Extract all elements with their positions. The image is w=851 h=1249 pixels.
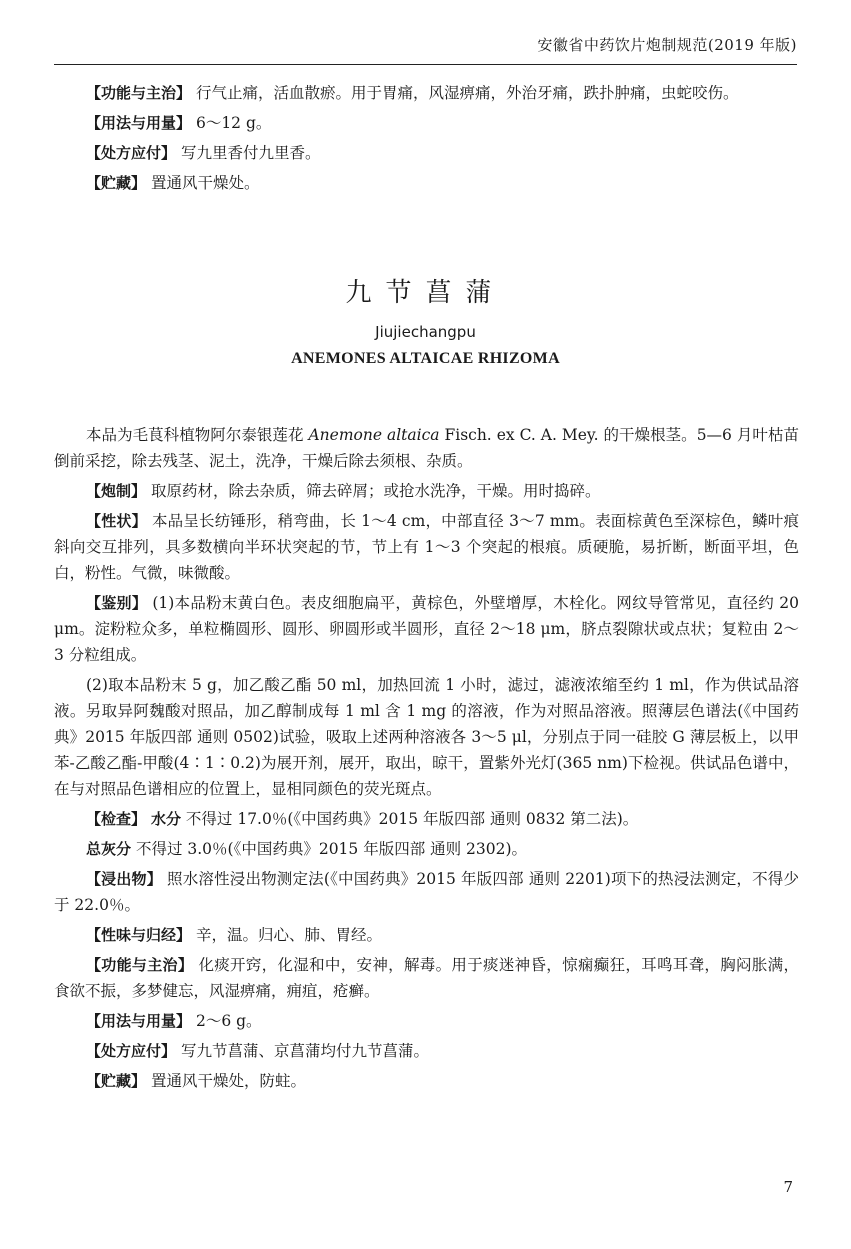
- previous-entry-tail: [54, 80, 799, 200]
- dispensing-section: [54, 1038, 799, 1064]
- section-key: 【用法与用量】: [86, 1012, 192, 1030]
- section-text: 本品呈长纺锤形，稍弯曲，长 1～4 cm，中部直径 3～7 mm。表面棕黄色至深棕色，鳞叶痕斜向交互排列，具多数横向半环状突起的节，节上有 1～3 个突起的根痕。质硬脆，易折断，断面平坦，色白，粉性。气微，味微酸。: [54, 512, 799, 582]
- dosage-section: [54, 110, 799, 136]
- nature-section: [54, 922, 799, 948]
- monograph-pinyin: Jiujiechangpu: [375, 323, 476, 341]
- identification-tlc-paragraph: [54, 672, 799, 802]
- section-text: 照水溶性浸出物测定法(《中国药典》2015 年版四部 通则 2201)项下的热浸法测定，不得少于 22.0％。: [54, 870, 799, 914]
- section-key: 【性状】: [86, 512, 147, 530]
- section-key: 【用法与用量】: [86, 114, 192, 132]
- section-key: 【处方应付】: [86, 144, 177, 162]
- section-key: 【鉴别】: [86, 594, 148, 612]
- function-section: [54, 952, 799, 1004]
- identification-section: [54, 590, 799, 668]
- section-key: 【炮制】: [86, 482, 147, 500]
- moisture-text: 不得过 17.0％(《中国药典》2015 年版四部 通则 0832 第二法)。: [185, 810, 639, 828]
- source-suffix: Fisch. ex C. A. Mey. 的干燥根茎。5—6 月叶枯苗倒前采挖，除去残茎、泥土，洗净，干燥后除去须根、杂质。: [54, 426, 799, 470]
- ash-key: 总灰分: [86, 840, 132, 858]
- moisture-key: 水分: [150, 810, 181, 828]
- ash-text: 不得过 3.0％(《中国药典》2015 年版四部 通则 2302)。: [135, 840, 528, 858]
- description-section: [54, 508, 799, 586]
- monograph-body: [54, 422, 799, 1098]
- species-name: Anemone altaica: [308, 426, 440, 444]
- section-text: (1)本品粉末黄白色。表皮细胞扁平，黄棕色，外壁增厚，木栓化。网纹导管常见，直径约 20 μm。淀粉粒众多，单粒椭圆形、圆形、卵圆形或半圆形，直径 2～18 μm，脐点裂隙状或点状；复粒由 2～3 分粒组成。: [54, 594, 799, 664]
- dispensing-section: [54, 140, 799, 166]
- section-text: 行气止痛，活血散瘀。用于胃痛，风湿痹痛，外治牙痛，跌扑肿痛，虫蛇咬伤。: [195, 84, 739, 102]
- processing-section: [54, 478, 799, 504]
- page-number: 7: [783, 1178, 793, 1196]
- section-text: 写九节菖蒲、京菖蒲均付九节菖蒲。: [180, 1042, 429, 1060]
- section-text: 6～12 g。: [195, 114, 272, 132]
- inspection-section: [54, 806, 799, 832]
- extract-section: [54, 866, 799, 918]
- ash-subsection: [54, 836, 799, 862]
- section-key: 【贮藏】: [86, 1072, 147, 1090]
- page-header: [54, 30, 797, 65]
- monograph-title: 九节菖蒲: [345, 278, 506, 308]
- header-title: 安徽省中药饮片炮制规范(2019 年版): [537, 36, 797, 54]
- section-text: 2～6 g。: [195, 1012, 262, 1030]
- section-text: 辛，温。归心、肺、胃经。: [195, 926, 382, 944]
- section-key: 【功能与主治】: [86, 956, 194, 974]
- storage-section: [54, 170, 799, 196]
- section-key: 【检查】: [86, 810, 147, 828]
- source-prefix: 本品为毛茛科植物阿尔泰银莲花: [86, 426, 309, 444]
- section-text: 置通风干燥处，防蛀。: [150, 1072, 306, 1090]
- function-section: [54, 80, 799, 106]
- section-key: 【处方应付】: [86, 1042, 177, 1060]
- section-text: 取原药材，除去杂质，筛去碎屑；或抢水洗净，干燥。用时捣碎。: [150, 482, 601, 500]
- section-key: 【功能与主治】: [86, 84, 192, 102]
- section-text: 写九里香付九里香。: [180, 144, 321, 162]
- section-key: 【性味与归经】: [86, 926, 192, 944]
- section-key: 【贮藏】: [86, 174, 147, 192]
- section-text: 置通风干燥处。: [150, 174, 260, 192]
- monograph-latin-name: ANEMONES ALTAICAE RHIZOMA: [291, 350, 560, 367]
- source-paragraph: [54, 422, 799, 474]
- section-text: 化痰开窍，化湿和中，安神，解毒。用于痰迷神昏，惊痫癫狂，耳鸣耳聋，胸闷胀满，食欲不振，多梦健忘，风湿痹痛，痈疽，疮癣。: [54, 956, 799, 1000]
- section-key: 【浸出物】: [86, 870, 162, 888]
- dosage-section: [54, 1008, 799, 1034]
- storage-section: [54, 1068, 799, 1094]
- section-text: (2)取本品粉末 5 g，加乙酸乙酯 50 ml，加热回流 1 小时，滤过，滤液浓缩至约 1 ml，作为供试品溶液。另取异阿魏酸对照品，加乙醇制成每 1 ml 含 1 mg 的溶液，作为对照品溶液。照薄层色谱法(《中国药典》2015 年版四部 通则 0502)试验，吸取上述两种溶液各 3～5 μl，分别点于同一硅胶 G 薄层板上，以甲苯-乙酸乙酯-甲酸(4∶1∶0.2)为展开剂，展开，取出，晾干，置紫外光灯(365 nm)下检视。供试品色谱中，在与对照品色谱相应的位置上，显相同颜色的荧光斑点。: [54, 676, 799, 798]
